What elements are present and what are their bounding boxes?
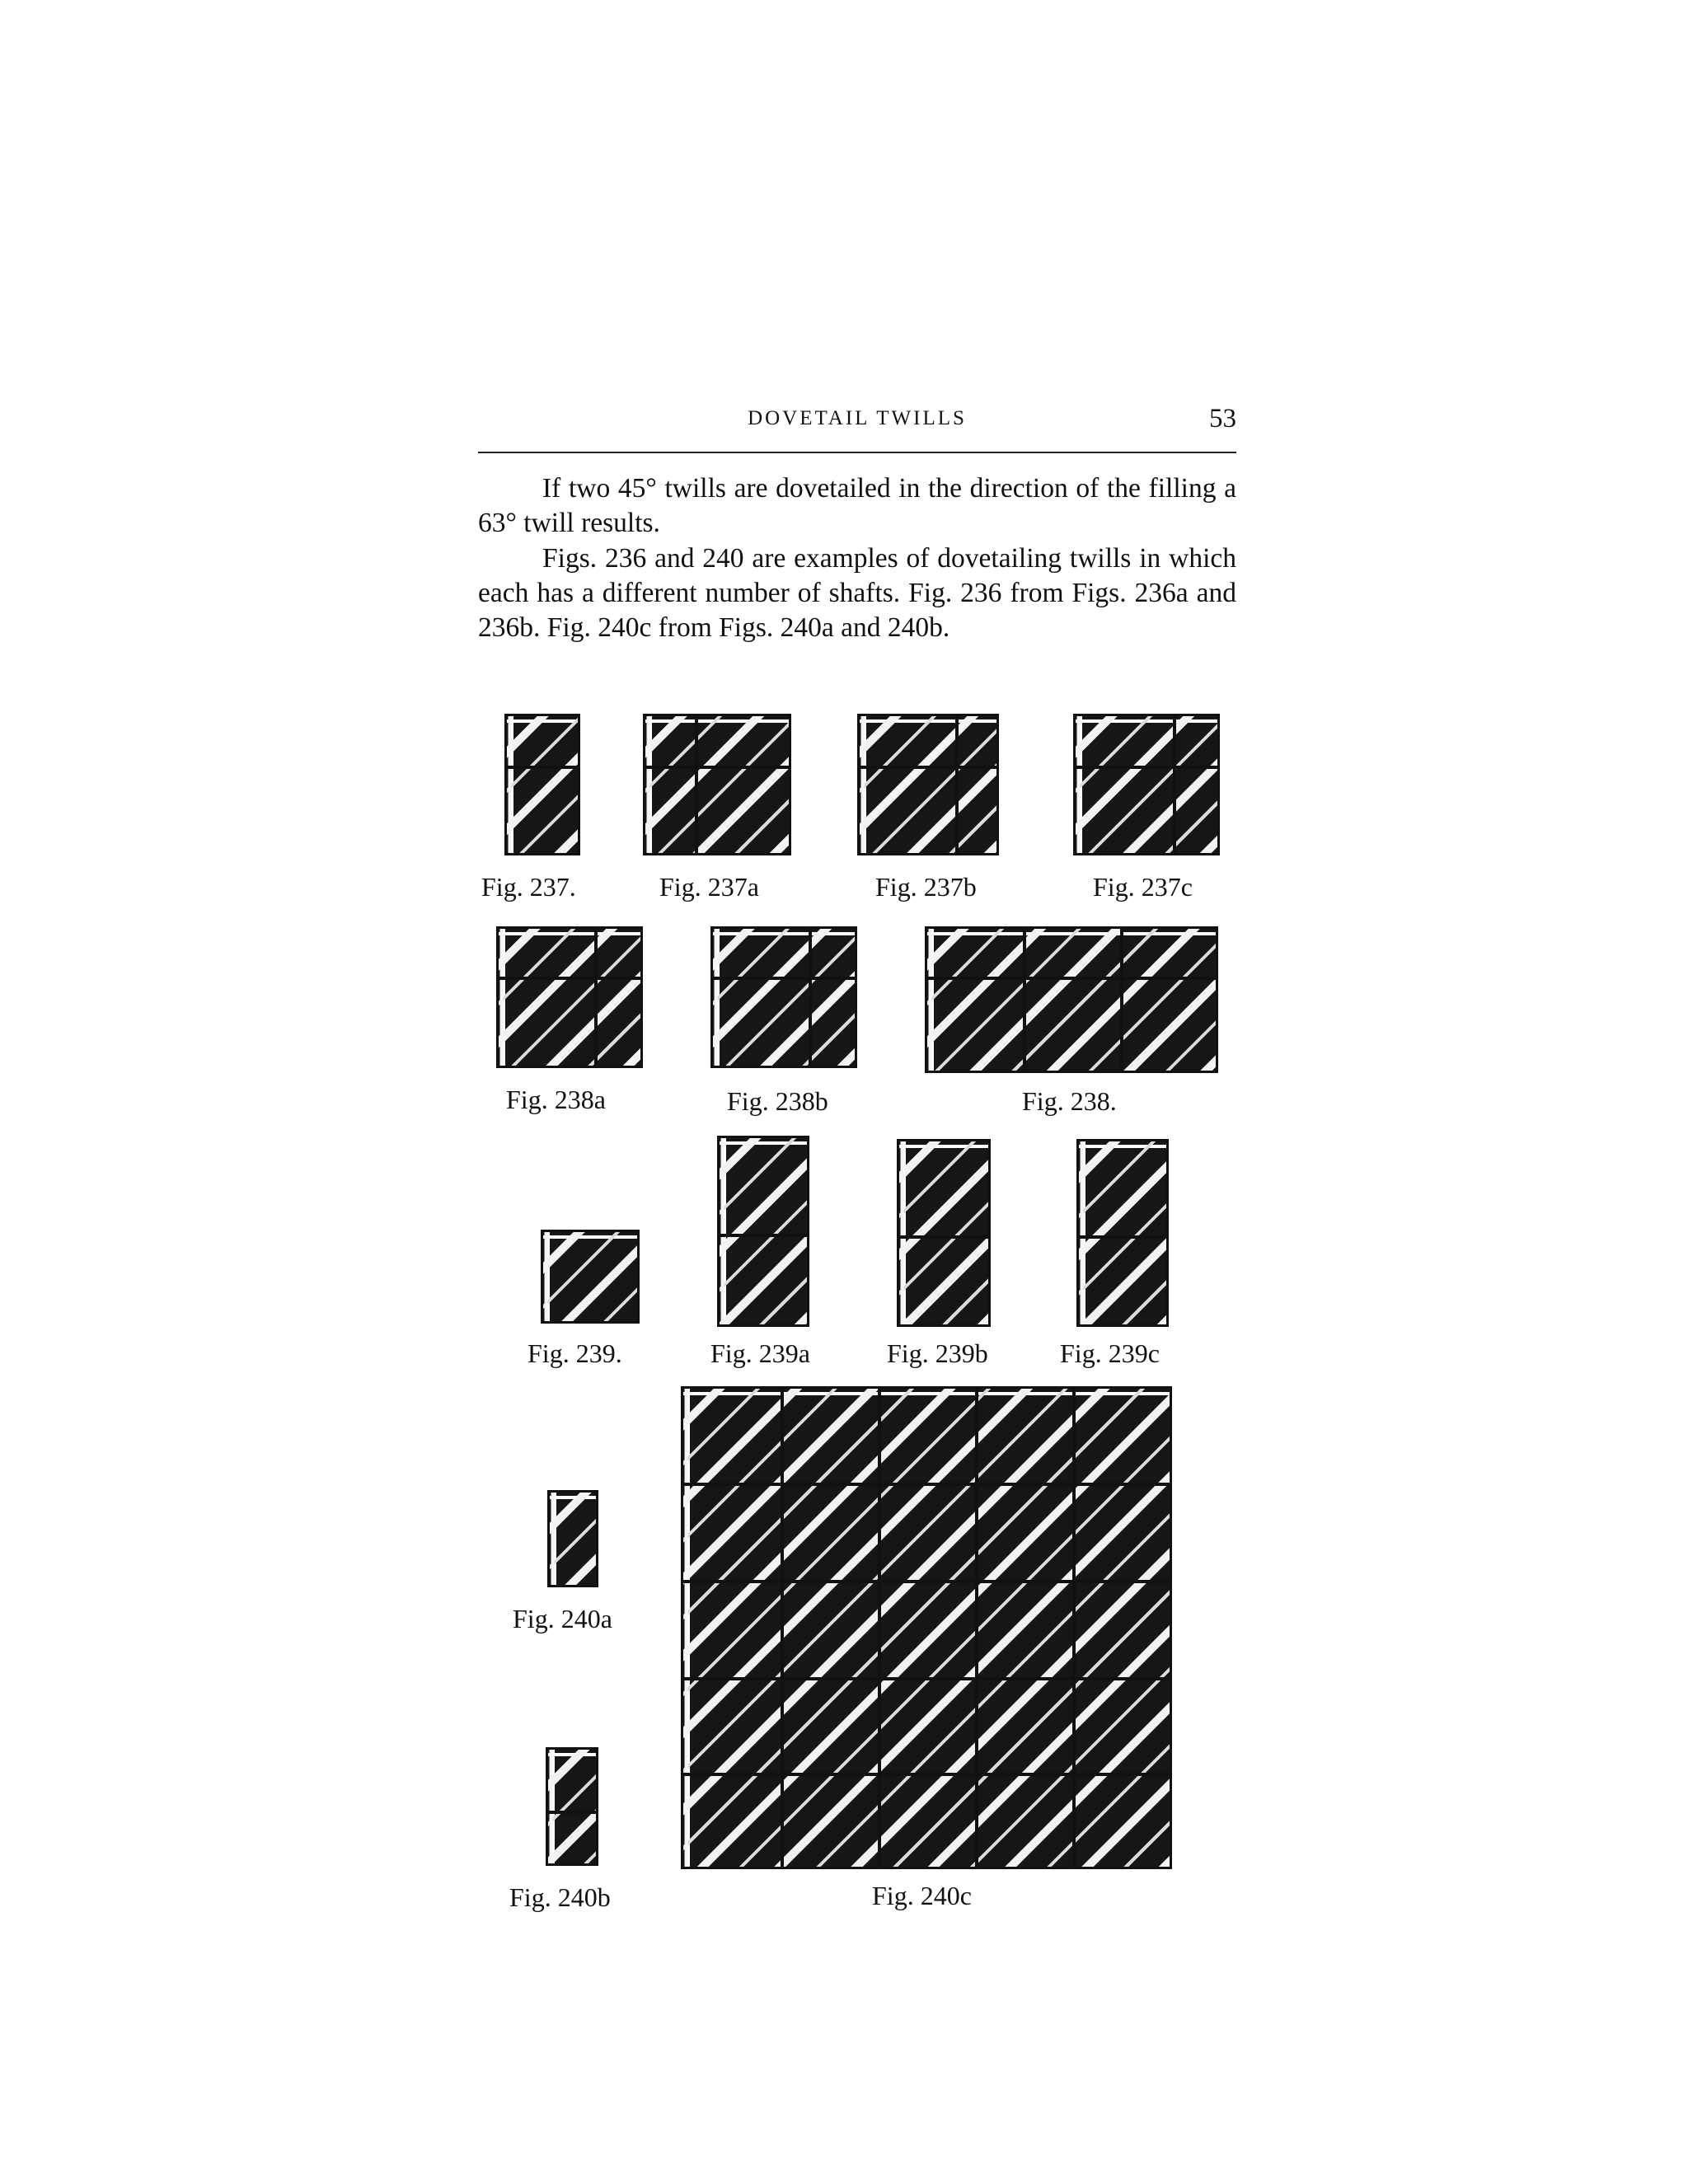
weave-diagram-fig-237b — [857, 714, 999, 855]
caption-fig-239: Fig. 239. — [528, 1338, 622, 1368]
weave-diagram-fig-237a — [643, 714, 791, 855]
caption-fig-239a: Fig. 239a — [710, 1338, 810, 1368]
page-number: 53 — [1209, 404, 1236, 434]
weave-diagram-fig-239c — [1076, 1139, 1169, 1327]
caption-fig-240b: Fig. 240b — [509, 1882, 611, 1912]
caption-fig-237b: Fig. 237b — [875, 872, 977, 902]
running-head — [478, 404, 1236, 440]
caption-fig-240a: Fig. 240a — [513, 1604, 612, 1633]
weave-diagram-fig-237c — [1073, 714, 1220, 855]
header-rule — [478, 452, 1236, 453]
caption-fig-238b: Fig. 238b — [727, 1086, 828, 1116]
weave-diagram-fig-238b — [710, 926, 857, 1068]
caption-fig-237: Fig. 237. — [481, 872, 576, 902]
weave-diagram-fig-238 — [925, 926, 1218, 1073]
weave-diagram-fig-240a — [547, 1490, 598, 1587]
caption-fig-237c: Fig. 237c — [1093, 872, 1193, 902]
weave-diagram-fig-239b — [897, 1139, 991, 1327]
caption-fig-238: Fig. 238. — [1022, 1086, 1117, 1116]
caption-fig-238a: Fig. 238a — [506, 1085, 606, 1114]
running-title: DOVETAIL TWILLS — [748, 407, 967, 429]
weave-diagram-fig-239a — [717, 1136, 809, 1327]
paragraph-1: If two 45° twills are dovetailed in the direction of the filling a 63° twill results. — [478, 473, 1236, 539]
caption-fig-239b: Fig. 239b — [887, 1338, 988, 1368]
paragraph-2: Figs. 236 and 240 are examples of dovetailing twills in which each has a different number of shafts. Fig. 236 from Figs. 236a and 236b. Fig. 240c from Figs. 240a and 240b. — [478, 542, 1236, 644]
weave-diagram-fig-237 — [504, 714, 580, 855]
weave-diagram-fig-240c — [681, 1386, 1172, 1869]
weave-diagram-fig-238a — [496, 926, 643, 1068]
body-text — [478, 471, 1236, 645]
weave-diagram-fig-239 — [541, 1230, 640, 1324]
caption-fig-239c: Fig. 239c — [1060, 1338, 1160, 1368]
caption-fig-237a: Fig. 237a — [659, 872, 759, 902]
weave-diagram-fig-240b — [546, 1747, 598, 1866]
caption-fig-240c: Fig. 240c — [872, 1881, 972, 1910]
